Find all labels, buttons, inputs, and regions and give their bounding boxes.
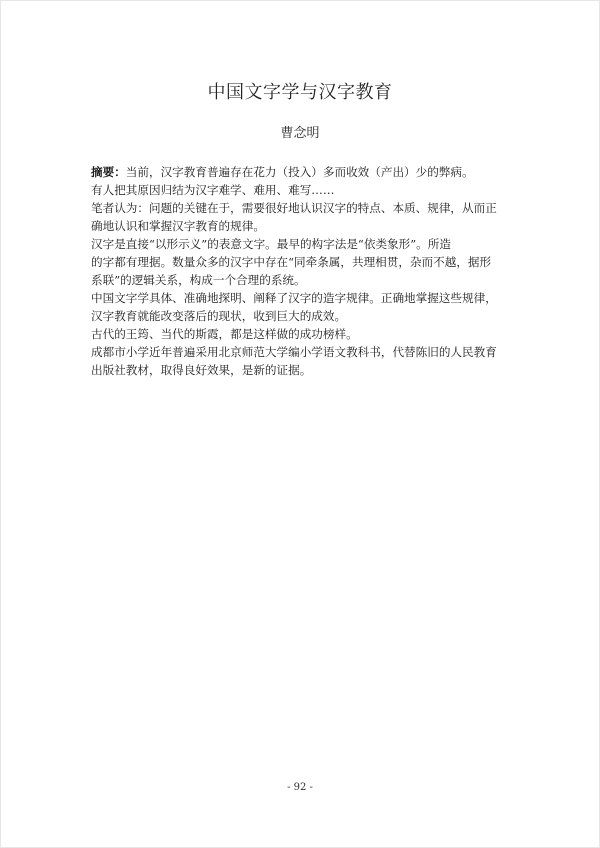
body-line: 有人把其原因归结为汉字难学、难用、难写……	[91, 183, 335, 197]
body-line: 汉字是直接“以形示义”的表意文字。最早的构字法是“依类象形”。所造	[91, 237, 451, 251]
abstract-first-line	[91, 163, 511, 181]
body-line: 汉字教育就能改变落后的现状，收到巨大的成效。	[91, 309, 347, 323]
abstract-body	[91, 163, 511, 379]
body-line: 笔者认为：问题的关键在于，需要很好地认识汉字的特点、本质、规律，从而正	[91, 201, 497, 215]
abstract-first-text: 当前，汉字教育普遍存在花力（投入）多而收效（产出）少的弊病。	[125, 165, 474, 179]
body-line: 中国文字学具体、准确地探明、阐释了汉字的造字规律。正确地掌握这些规律，	[91, 291, 497, 305]
body-line: 成都市小学近年普遍采用北京师范大学编小学语文教科书，代替陈旧的人民教育	[91, 345, 497, 359]
author-name: 曹念明	[280, 126, 320, 141]
body-line: 的字都有理据。数量众多的汉字中存在“同牵条属，共理相贯，杂而不越，据形	[91, 255, 492, 269]
body-line: 系联”的逻辑关系，构成一个合理的系统。	[91, 273, 306, 287]
body-line: 出版社教材，取得良好效果，是新的证据。	[91, 363, 312, 377]
paper-title: 中国文字学与汉字教育	[207, 82, 393, 103]
body-line: 古代的王筠、当代的斯霞，都是这样做的成功榜样。	[91, 327, 358, 341]
abstract-label: 摘要：	[91, 165, 126, 179]
page-number: - 92 -	[287, 782, 313, 793]
body-line: 确地认识和掌握汉字教育的规律。	[91, 219, 265, 233]
